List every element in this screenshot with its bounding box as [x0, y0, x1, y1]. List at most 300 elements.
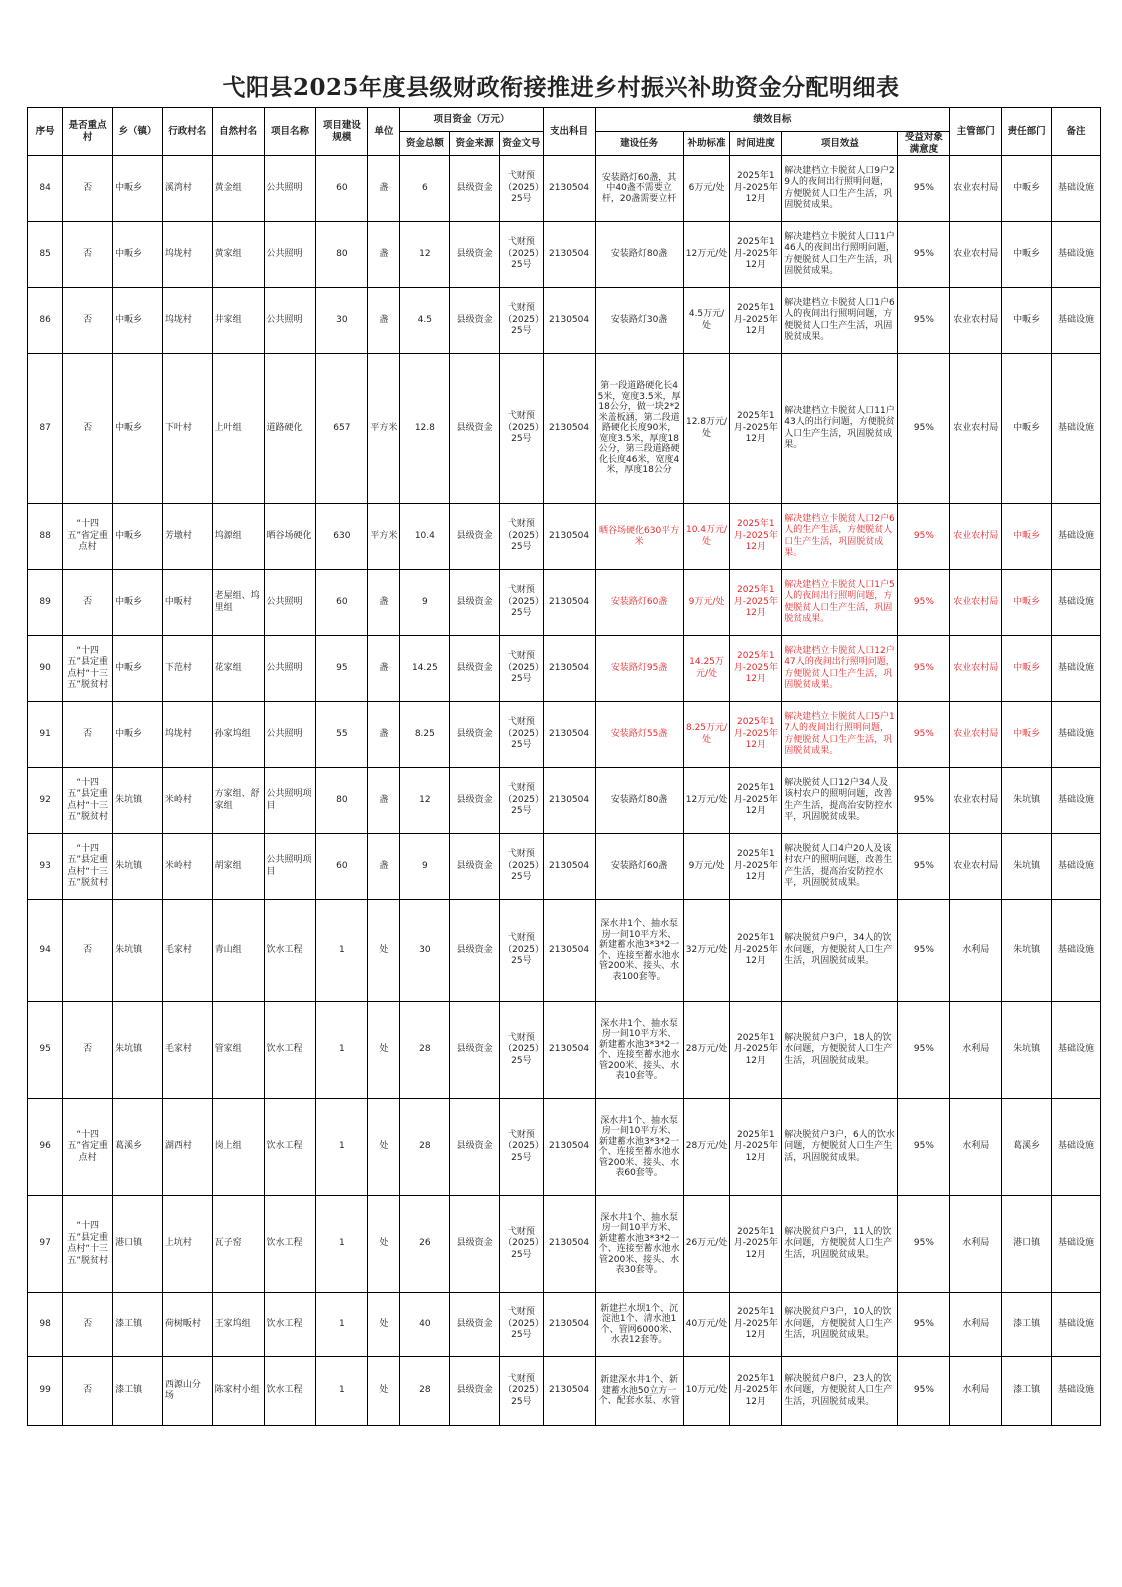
cell-funds-doc: 弋财预（2025）25号	[500, 1293, 544, 1357]
cell-dept-resp: 漆工镇	[1002, 1293, 1052, 1357]
cell-schedule: 2025年1月-2025年12月	[730, 900, 782, 1002]
cell-standard: 9万元/处	[683, 570, 730, 636]
cell-funds-total: 40	[400, 1293, 450, 1357]
cell-scale: 60	[316, 156, 368, 222]
cell-dept-resp: 朱坑镇	[1002, 834, 1052, 900]
cell-subject: 2130504	[543, 900, 595, 1002]
cell-funds-source: 县级资金	[450, 222, 500, 288]
cell-schedule: 2025年1月-2025年12月	[730, 702, 782, 768]
cell-scale: 1	[316, 1357, 368, 1426]
cell-funds-doc: 弋财预（2025）25号	[500, 222, 544, 288]
cell-project-name: 饮水工程	[264, 1357, 316, 1426]
cell-key-village: 否	[63, 900, 113, 1002]
cell-funds-source: 县级资金	[450, 504, 500, 570]
cell-remark: 基础设施	[1052, 1099, 1101, 1196]
cell-funds-total: 9	[400, 834, 450, 900]
header-scale: 项目建设规模	[316, 108, 368, 156]
cell-standard: 28万元/处	[683, 1002, 730, 1099]
cell-benefit: 解决脱贫人口12户34人及该村农户的照明问题，改善生产生活，提高治安防控水平，巩固脱贫成果。	[782, 768, 898, 834]
cell-scale: 1	[316, 1196, 368, 1293]
cell-subject: 2130504	[543, 1293, 595, 1357]
cell-key-village: 否	[63, 354, 113, 504]
cell-township: 中畈乡	[113, 570, 163, 636]
cell-dept-main: 农业农村局	[950, 354, 1002, 504]
cell-standard: 14.25万元/处	[683, 636, 730, 702]
cell-funds-total: 30	[400, 900, 450, 1002]
cell-township: 漆工镇	[113, 1293, 163, 1357]
cell-funds-doc: 弋财预（2025）25号	[500, 354, 544, 504]
cell-natural-village: 陈家村小组	[212, 1357, 264, 1426]
cell-subject: 2130504	[543, 570, 595, 636]
cell-scale: 657	[316, 354, 368, 504]
cell-dept-main: 农业农村局	[950, 288, 1002, 354]
cell-natural-village: 黄家组	[212, 222, 264, 288]
cell-schedule: 2025年1月-2025年12月	[730, 354, 782, 504]
cell-scale: 30	[316, 288, 368, 354]
header-funds-total: 资金总额	[400, 132, 450, 156]
cell-subject: 2130504	[543, 156, 595, 222]
cell-benefit: 解决建档立卡脱贫人口5户17人的夜间出行照明问题，方便脱贫人口生产生活，巩固脱贫成果。	[782, 702, 898, 768]
cell-seq: 88	[28, 504, 63, 570]
cell-township: 中畈乡	[113, 288, 163, 354]
cell-remark: 基础设施	[1052, 636, 1101, 702]
cell-admin-village: 坞垅村	[162, 222, 212, 288]
table-body	[28, 156, 1101, 1426]
cell-seq: 89	[28, 570, 63, 636]
cell-project-name: 公共照明	[264, 570, 316, 636]
cell-natural-village: 王家坞组	[212, 1293, 264, 1357]
cell-seq: 90	[28, 636, 63, 702]
cell-subject: 2130504	[543, 1002, 595, 1099]
header-funds-doc: 资金文号	[500, 132, 544, 156]
cell-funds-source: 县级资金	[450, 288, 500, 354]
cell-township: 朱坑镇	[113, 834, 163, 900]
cell-natural-village: 井家组	[212, 288, 264, 354]
header-performance-group: 绩效目标	[595, 108, 950, 132]
cell-task: 安装路灯95盏	[595, 636, 683, 702]
cell-scale: 1	[316, 900, 368, 1002]
cell-project-name: 公共照明	[264, 288, 316, 354]
cell-admin-village: 中畈村	[162, 570, 212, 636]
cell-funds-doc: 弋财预（2025）25号	[500, 1357, 544, 1426]
cell-funds-total: 8.25	[400, 702, 450, 768]
cell-unit: 处	[368, 1293, 400, 1357]
cell-funds-source: 县级资金	[450, 636, 500, 702]
cell-natural-village: 老屋组、坞里组	[212, 570, 264, 636]
header-remark: 备注	[1052, 108, 1101, 156]
cell-dept-resp: 中畈乡	[1002, 156, 1052, 222]
cell-benefit: 解决建档立卡脱贫人口11户46人的夜间出行照明问题，方便脱贫人口生产生活，巩固脱贫成果。	[782, 222, 898, 288]
cell-dept-main: 水利局	[950, 1196, 1002, 1293]
header-admin-village: 行政村名	[162, 108, 212, 156]
cell-township: 朱坑镇	[113, 900, 163, 1002]
header-natural-village: 自然村名	[212, 108, 264, 156]
cell-admin-village: 溪湾村	[162, 156, 212, 222]
cell-scale: 55	[316, 702, 368, 768]
cell-scale: 60	[316, 834, 368, 900]
cell-key-village: “十四五”省定重点村	[63, 504, 113, 570]
cell-funds-total: 26	[400, 1196, 450, 1293]
cell-project-name: 饮水工程	[264, 1099, 316, 1196]
cell-admin-village: 米岭村	[162, 768, 212, 834]
cell-unit: 处	[368, 1002, 400, 1099]
cell-task: 深水井1个、抽水泵房一间10平方米、新建蓄水池3*3*2一个、连接至蓄水池水管200米、接头、水表10套等。	[595, 1002, 683, 1099]
cell-funds-source: 县级资金	[450, 702, 500, 768]
cell-unit: 盏	[368, 156, 400, 222]
cell-dept-resp: 朱坑镇	[1002, 1002, 1052, 1099]
cell-satisfaction: 95%	[898, 1357, 950, 1426]
cell-dept-main: 农业农村局	[950, 768, 1002, 834]
cell-standard: 12万元/处	[683, 222, 730, 288]
cell-seq: 99	[28, 1357, 63, 1426]
cell-unit: 处	[368, 1357, 400, 1426]
cell-dept-resp: 中畈乡	[1002, 636, 1052, 702]
cell-seq: 87	[28, 354, 63, 504]
cell-natural-village: 管家组	[212, 1002, 264, 1099]
cell-key-village: 否	[63, 1002, 113, 1099]
cell-township: 中畈乡	[113, 222, 163, 288]
table-row	[28, 834, 1101, 900]
cell-key-village: “十四五”省定重点村	[63, 1099, 113, 1196]
cell-schedule: 2025年1月-2025年12月	[730, 1293, 782, 1357]
cell-dept-main: 水利局	[950, 1293, 1002, 1357]
cell-satisfaction: 95%	[898, 1002, 950, 1099]
cell-satisfaction: 95%	[898, 636, 950, 702]
cell-funds-source: 县级资金	[450, 156, 500, 222]
cell-funds-doc: 弋财预（2025）25号	[500, 636, 544, 702]
cell-remark: 基础设施	[1052, 354, 1101, 504]
cell-key-village: 否	[63, 288, 113, 354]
cell-township: 漆工镇	[113, 1357, 163, 1426]
cell-satisfaction: 95%	[898, 1099, 950, 1196]
cell-township: 中畈乡	[113, 702, 163, 768]
cell-schedule: 2025年1月-2025年12月	[730, 834, 782, 900]
cell-admin-village: 西源山分场	[162, 1357, 212, 1426]
page-title: 弋阳县2025年度县级财政衔接推进乡村振兴补助资金分配明细表	[222, 74, 900, 101]
header-standard: 补助标准	[683, 132, 730, 156]
cell-natural-village: 胡家组	[212, 834, 264, 900]
cell-funds-total: 28	[400, 1002, 450, 1099]
cell-unit: 盏	[368, 570, 400, 636]
cell-benefit: 解决脱贫户9户，34人的饮水问题，方便脱贫人口生产生活，巩固脱贫成果。	[782, 900, 898, 1002]
cell-task: 新建拦水坝1个、沉淀池1个、清水池1个、管网6000米、水表12套等。	[595, 1293, 683, 1357]
cell-unit: 处	[368, 900, 400, 1002]
table-row	[28, 570, 1101, 636]
cell-funds-source: 县级资金	[450, 1002, 500, 1099]
cell-admin-village: 下叶村	[162, 354, 212, 504]
cell-funds-source: 县级资金	[450, 768, 500, 834]
table-row	[28, 1357, 1101, 1426]
cell-satisfaction: 95%	[898, 570, 950, 636]
cell-remark: 基础设施	[1052, 1196, 1101, 1293]
cell-admin-village: 荷树畈村	[162, 1293, 212, 1357]
cell-dept-main: 水利局	[950, 1002, 1002, 1099]
cell-key-village: “十四五”县定重点村“十三五”脱贫村	[63, 1196, 113, 1293]
cell-satisfaction: 95%	[898, 504, 950, 570]
cell-task: 安装路灯60盏	[595, 834, 683, 900]
header-dept-resp: 责任部门	[1002, 108, 1052, 156]
cell-funds-total: 10.4	[400, 504, 450, 570]
cell-admin-village: 米岭村	[162, 834, 212, 900]
cell-project-name: 饮水工程	[264, 1002, 316, 1099]
header-task: 建设任务	[595, 132, 683, 156]
cell-project-name: 公共照明	[264, 222, 316, 288]
cell-remark: 基础设施	[1052, 288, 1101, 354]
cell-funds-doc: 弋财预（2025）25号	[500, 504, 544, 570]
cell-standard: 28万元/处	[683, 1099, 730, 1196]
table-row	[28, 156, 1101, 222]
cell-schedule: 2025年1月-2025年12月	[730, 288, 782, 354]
cell-dept-resp: 中畈乡	[1002, 222, 1052, 288]
header-key-village: 是否重点村	[63, 108, 113, 156]
cell-satisfaction: 95%	[898, 702, 950, 768]
cell-funds-source: 县级资金	[450, 354, 500, 504]
cell-unit: 盏	[368, 702, 400, 768]
cell-task: 深水井1个、抽水泵房一间10平方米、新建蓄水池3*3*2一个、连接至蓄水池水管200米、接头、水表60套等。	[595, 1099, 683, 1196]
cell-project-name: 公共照明	[264, 156, 316, 222]
cell-benefit: 解决脱贫户8户，23人的饮水问题，方便脱贫人口生产生活，巩固脱贫成果。	[782, 1357, 898, 1426]
cell-benefit: 解决建档立卡脱贫人口1户6人的夜间出行照明问题，方便脱贫人口生产生活，巩固脱贫成果。	[782, 288, 898, 354]
cell-satisfaction: 95%	[898, 834, 950, 900]
cell-satisfaction: 95%	[898, 1293, 950, 1357]
cell-standard: 26万元/处	[683, 1196, 730, 1293]
cell-remark: 基础设施	[1052, 834, 1101, 900]
cell-remark: 基础设施	[1052, 222, 1101, 288]
allocation-table	[27, 107, 1101, 1426]
cell-unit: 盏	[368, 222, 400, 288]
cell-admin-village: 下范村	[162, 636, 212, 702]
header-unit: 单位	[368, 108, 400, 156]
cell-funds-total: 6	[400, 156, 450, 222]
cell-funds-doc: 弋财预（2025）25号	[500, 1196, 544, 1293]
cell-dept-resp: 中畈乡	[1002, 354, 1052, 504]
cell-subject: 2130504	[543, 1099, 595, 1196]
header-dept-main: 主管部门	[950, 108, 1002, 156]
cell-subject: 2130504	[543, 288, 595, 354]
cell-benefit: 解决建档立卡脱贫人口11户43人的出行问题，方便脱贫人口生产生活，巩固脱贫成果。	[782, 354, 898, 504]
cell-unit: 盏	[368, 288, 400, 354]
cell-funds-doc: 弋财预（2025）25号	[500, 1099, 544, 1196]
cell-natural-village: 上叶组	[212, 354, 264, 504]
cell-admin-village: 坞垅村	[162, 288, 212, 354]
cell-funds-total: 28	[400, 1357, 450, 1426]
cell-funds-total: 28	[400, 1099, 450, 1196]
cell-project-name: 公共照明项目	[264, 834, 316, 900]
cell-township: 中畈乡	[113, 354, 163, 504]
cell-schedule: 2025年1月-2025年12月	[730, 570, 782, 636]
cell-benefit: 解决建档立卡脱贫人口12户47人的夜间出行照明问题，方便脱贫人口生产生活，巩固脱贫成果。	[782, 636, 898, 702]
header-township: 乡（镇）	[113, 108, 163, 156]
cell-standard: 10.4万元/处	[683, 504, 730, 570]
cell-standard: 9万元/处	[683, 834, 730, 900]
cell-natural-village: 岗上组	[212, 1099, 264, 1196]
cell-unit: 处	[368, 1196, 400, 1293]
header-funds-source: 资金来源	[450, 132, 500, 156]
cell-satisfaction: 95%	[898, 156, 950, 222]
cell-admin-village: 毛家村	[162, 1002, 212, 1099]
cell-unit: 盏	[368, 636, 400, 702]
cell-scale: 630	[316, 504, 368, 570]
cell-task: 第一段道路硬化长45米，宽度3.5米，厚18公分，做一块2*2米盖板涵，第二段道路硬化长度90米，宽度3.5米，厚度18公分，第三段道路硬化长度46米，宽度4米，厚度18公分	[595, 354, 683, 504]
table-row	[28, 288, 1101, 354]
cell-key-village: 否	[63, 570, 113, 636]
cell-project-name: 晒谷场硬化	[264, 504, 316, 570]
table-row	[28, 1293, 1101, 1357]
cell-seq: 97	[28, 1196, 63, 1293]
cell-standard: 40万元/处	[683, 1293, 730, 1357]
table-row	[28, 636, 1101, 702]
cell-task: 深水井1个、抽水泵房一间10平方米、新建蓄水池3*3*2一个、连接至蓄水池水管200米、接头、水表30套等。	[595, 1196, 683, 1293]
cell-task: 安装路灯80盏	[595, 768, 683, 834]
cell-seq: 96	[28, 1099, 63, 1196]
header-schedule: 时间进度	[730, 132, 782, 156]
cell-dept-main: 水利局	[950, 1357, 1002, 1426]
cell-subject: 2130504	[543, 636, 595, 702]
cell-remark: 基础设施	[1052, 504, 1101, 570]
cell-schedule: 2025年1月-2025年12月	[730, 222, 782, 288]
cell-unit: 平方米	[368, 354, 400, 504]
cell-funds-source: 县级资金	[450, 834, 500, 900]
table-row	[28, 1196, 1101, 1293]
cell-funds-source: 县级资金	[450, 1293, 500, 1357]
cell-project-name: 公共照明	[264, 702, 316, 768]
cell-seq: 98	[28, 1293, 63, 1357]
cell-project-name: 公共照明项目	[264, 768, 316, 834]
cell-key-village: 否	[63, 1293, 113, 1357]
cell-seq: 86	[28, 288, 63, 354]
cell-township: 港口镇	[113, 1196, 163, 1293]
cell-task: 安装路灯30盏	[595, 288, 683, 354]
cell-dept-main: 农业农村局	[950, 504, 1002, 570]
table-row	[28, 1002, 1101, 1099]
cell-subject: 2130504	[543, 504, 595, 570]
cell-schedule: 2025年1月-2025年12月	[730, 636, 782, 702]
cell-satisfaction: 95%	[898, 222, 950, 288]
cell-standard: 4.5万元/处	[683, 288, 730, 354]
cell-project-name: 道路硬化	[264, 354, 316, 504]
header-funds-group: 项目资金（万元）	[400, 108, 543, 132]
cell-scale: 80	[316, 768, 368, 834]
cell-key-village: 否	[63, 702, 113, 768]
table-row	[28, 1099, 1101, 1196]
cell-admin-village: 上坑村	[162, 1196, 212, 1293]
cell-dept-resp: 朱坑镇	[1002, 900, 1052, 1002]
cell-remark: 基础设施	[1052, 1293, 1101, 1357]
cell-dept-main: 农业农村局	[950, 570, 1002, 636]
cell-project-name: 饮水工程	[264, 1196, 316, 1293]
cell-project-name: 饮水工程	[264, 1293, 316, 1357]
cell-remark: 基础设施	[1052, 570, 1101, 636]
cell-seq: 94	[28, 900, 63, 1002]
cell-funds-source: 县级资金	[450, 900, 500, 1002]
cell-standard: 6万元/处	[683, 156, 730, 222]
cell-remark: 基础设施	[1052, 1357, 1101, 1426]
cell-natural-village: 孙家坞组	[212, 702, 264, 768]
cell-funds-source: 县级资金	[450, 570, 500, 636]
cell-township: 葛溪乡	[113, 1099, 163, 1196]
cell-dept-main: 农业农村局	[950, 222, 1002, 288]
cell-dept-main: 农业农村局	[950, 156, 1002, 222]
cell-schedule: 2025年1月-2025年12月	[730, 1196, 782, 1293]
cell-task: 安装路灯60盏，其中40盏不需要立杆，20盏需要立杆	[595, 156, 683, 222]
cell-dept-resp: 中畈乡	[1002, 702, 1052, 768]
cell-unit: 处	[368, 1099, 400, 1196]
header-seq: 序号	[28, 108, 63, 156]
cell-subject: 2130504	[543, 354, 595, 504]
cell-funds-total: 14.25	[400, 636, 450, 702]
cell-benefit: 解决建档立卡脱贫人口9户29人的夜间出行照明问题，方便脱贫人口生产生活，巩固脱贫成果。	[782, 156, 898, 222]
cell-township: 中畈乡	[113, 504, 163, 570]
header-subject: 支出科目	[543, 108, 595, 156]
cell-subject: 2130504	[543, 768, 595, 834]
cell-task: 安装路灯55盏	[595, 702, 683, 768]
cell-funds-doc: 弋财预（2025）25号	[500, 288, 544, 354]
cell-benefit: 解决建档立卡脱贫人口2户6人的生产生活，方便脱贫人口生产生活，巩固脱贫成果。	[782, 504, 898, 570]
cell-funds-total: 4.5	[400, 288, 450, 354]
cell-natural-village: 青山组	[212, 900, 264, 1002]
header-satisfaction: 受益对象满意度	[898, 132, 950, 156]
cell-benefit: 解决脱贫户3户，10人的饮水问题，方便脱贫人口生产生活，巩固脱贫成果。	[782, 1293, 898, 1357]
table-row	[28, 222, 1101, 288]
cell-standard: 12.8万元/处	[683, 354, 730, 504]
cell-satisfaction: 95%	[898, 1196, 950, 1293]
cell-subject: 2130504	[543, 222, 595, 288]
cell-funds-doc: 弋财预（2025）25号	[500, 702, 544, 768]
cell-township: 中畈乡	[113, 156, 163, 222]
cell-natural-village: 坞源组	[212, 504, 264, 570]
cell-dept-resp: 漆工镇	[1002, 1357, 1052, 1426]
cell-task: 安装路灯60盏	[595, 570, 683, 636]
table-row	[28, 504, 1101, 570]
cell-dept-main: 水利局	[950, 1099, 1002, 1196]
cell-seq: 93	[28, 834, 63, 900]
cell-scale: 1	[316, 1099, 368, 1196]
cell-funds-total: 12	[400, 222, 450, 288]
cell-satisfaction: 95%	[898, 900, 950, 1002]
table-row	[28, 354, 1101, 504]
cell-schedule: 2025年1月-2025年12月	[730, 504, 782, 570]
cell-dept-main: 农业农村局	[950, 636, 1002, 702]
header-project-name: 项目名称	[264, 108, 316, 156]
cell-admin-village: 湖西村	[162, 1099, 212, 1196]
cell-funds-doc: 弋财预（2025）25号	[500, 1002, 544, 1099]
cell-township: 朱坑镇	[113, 768, 163, 834]
cell-subject: 2130504	[543, 1357, 595, 1426]
cell-task: 深水井1个、抽水泵房一间10平方米、新建蓄水池3*3*2一个、连接至蓄水池水管200米、接头、水表100套等。	[595, 900, 683, 1002]
cell-scale: 80	[316, 222, 368, 288]
cell-scale: 1	[316, 1002, 368, 1099]
cell-remark: 基础设施	[1052, 156, 1101, 222]
cell-dept-resp: 中畈乡	[1002, 288, 1052, 354]
cell-key-village: “十四五”县定重点村“十三五”脱贫村	[63, 768, 113, 834]
cell-task: 新建深水井1个、新建蓄水池50立方一个、配套水泵、水管	[595, 1357, 683, 1426]
cell-benefit: 解决脱贫人口4户20人及该村农户的照明问题，改善生产生活，提高治安防控水平，巩固脱贫成果。	[782, 834, 898, 900]
cell-dept-main: 水利局	[950, 900, 1002, 1002]
cell-dept-resp: 港口镇	[1002, 1196, 1052, 1293]
cell-satisfaction: 95%	[898, 354, 950, 504]
cell-dept-resp: 朱坑镇	[1002, 768, 1052, 834]
cell-admin-village: 毛家村	[162, 900, 212, 1002]
cell-natural-village: 方家组、舒家组	[212, 768, 264, 834]
cell-funds-source: 县级资金	[450, 1357, 500, 1426]
cell-key-village: “十四五”县定重点村“十三五”脱贫村	[63, 834, 113, 900]
cell-natural-village: 花家组	[212, 636, 264, 702]
cell-remark: 基础设施	[1052, 900, 1101, 1002]
cell-remark: 基础设施	[1052, 1002, 1101, 1099]
cell-township: 中畈乡	[113, 636, 163, 702]
cell-scale: 60	[316, 570, 368, 636]
cell-funds-source: 县级资金	[450, 1099, 500, 1196]
